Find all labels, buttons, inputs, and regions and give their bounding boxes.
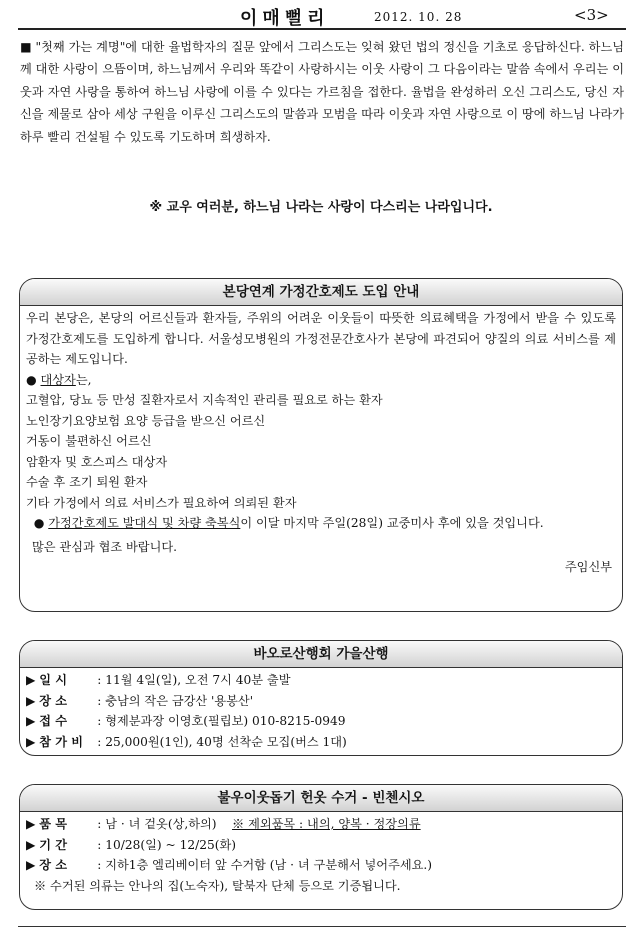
- target-suffix: 는,: [75, 372, 92, 387]
- triangle-icon: ▶: [26, 734, 36, 749]
- place-value: : 지하1층 엘리베이터 앞 수거함 (남 · 녀 구분해서 넣어주세요.): [97, 858, 433, 872]
- period-value: : 10/28(일) ~ 12/25(화): [97, 837, 237, 852]
- triangle-icon: ▶: [26, 693, 36, 708]
- target-heading: [26, 370, 616, 391]
- triangle-icon: ▶: [26, 858, 36, 872]
- hiking-box: [19, 640, 623, 756]
- nursing-intro: 우리 본당은, 본당의 어르신들과 환자들, 주위의 어려운 이웃들이 따뜻한 의료혜택을 가정에서 받을 수 있도록 가정간호제도를 도입하게 합니다. 서울성모병원의 가정전문간호사가 본당에 파견되어 양질의 의료 서비스를 제공하는 제도입니다.: [26, 311, 616, 366]
- hiking-value: : 25,000원(1인), 40명 선착순 모집(버스 1대): [97, 734, 347, 749]
- place-label: 장 소: [39, 858, 68, 872]
- item-label: 품 목: [39, 817, 68, 831]
- period-label: 기 간: [39, 837, 68, 852]
- target-item: 암환자 및 호스피스 대상자: [26, 454, 168, 469]
- hiking-label: 참 가 비: [39, 734, 84, 749]
- bullet-icon: ●: [26, 372, 37, 387]
- hiking-row: [26, 711, 616, 732]
- clothes-note: ※ 수거된 의류는 안나의 집(노숙자), 탈북자 단체 등으로 기증됩니다.: [34, 878, 401, 893]
- exclude-items: ※ 제외품목 : 내의, 양복 · 정장의류: [232, 817, 421, 831]
- clothes-item-row: [26, 814, 616, 835]
- hiking-label: 장 소: [39, 693, 68, 708]
- hiking-row: [26, 670, 616, 691]
- clothes-place-row: [26, 855, 616, 876]
- page-header: [18, 2, 626, 30]
- target-item: 수술 후 조기 퇴원 환자: [26, 475, 148, 489]
- triangle-icon: ▶: [26, 837, 36, 852]
- target-item: 고혈압, 당뇨 등 만성 질환자로서 지속적인 관리를 필요로 하는 환자: [26, 393, 383, 407]
- target-item: 거동이 불편하신 어르신: [26, 434, 152, 448]
- hiking-value: : 11월 4일(일), 오전 7시 40분 출발: [97, 673, 291, 687]
- triangle-icon: ▶: [26, 673, 36, 687]
- nursing-title: 본당연계 가정간호제도 도입 안내: [20, 279, 622, 306]
- clothes-title: 불우이웃돕기 헌옷 수거 - 빈첸시오: [20, 785, 622, 812]
- hiking-row: [26, 732, 616, 753]
- footer-divider: [18, 926, 626, 927]
- page-number: <3>: [574, 6, 609, 24]
- target-item: 노인장기요양보험 요양 등급을 받으신 어르신: [26, 413, 266, 428]
- hiking-value: : 형제분과장 이영호(필립보) 010-8215-0949: [97, 714, 346, 728]
- nursing-box: [19, 278, 623, 612]
- target-label: 대상자: [40, 372, 76, 387]
- closing-text: 많은 관심과 협조 바랍니다.: [32, 539, 178, 554]
- hiking-label: 접 수: [39, 714, 68, 728]
- launch-notice: [26, 513, 616, 534]
- hiking-title: 바오로산행회 가을산행: [20, 641, 622, 668]
- intro-paragraph: ■ "첫째 가는 계명"에 대한 율법학자의 질문 앞에서 그리스도는 잊혀 왔던 법의 정신을 기초로 응답하신다. 하느님께 대한 사랑이 으뜸이며, 하느님께서 우리와 똑같이 사랑하시는 이웃 사랑이 그 다음이라는 말씀 속에서 우리는 이웃과 자연 사랑을 통하여 하느님 사랑에 이를 수 있다는 가르침을 접한다. 율법을 완성하러 오신 그리스도, 당신 자신을 제물로 삼아 세상 구원을 이루신 그리스도의 말씀과 모범을 따라 이웃과 자연 사랑으로 이 땅에 하느님 나라가 하루 빨리 건설될 수 있도록 기도하며 희생하자.: [20, 40, 624, 144]
- clothes-period-row: [26, 835, 616, 856]
- hiking-label: 일 시: [39, 673, 68, 687]
- launch-text: 이 이달 마지막 주일(28일) 교중미사 후에 있을 것입니다.: [240, 516, 544, 530]
- issue-date: 2012. 10. 28: [374, 10, 463, 24]
- triangle-icon: ▶: [26, 714, 36, 728]
- hiking-value: : 충남의 작은 금강산 '용봉산': [97, 693, 254, 708]
- hiking-row: [26, 691, 616, 712]
- triangle-icon: ▶: [26, 817, 36, 831]
- target-item: 기타 가정에서 의료 서비스가 필요하여 의뢰된 환자: [26, 495, 297, 510]
- newsletter-title: 이매뻘리: [240, 8, 330, 29]
- signature: 주임신부: [564, 560, 612, 574]
- bullet-icon: ●: [33, 516, 45, 530]
- item-value: : 남 · 녀 겉옷(상,하의): [97, 817, 217, 831]
- notice-line: ※ 교우 여러분, 하느님 나라는 사랑이 다스리는 나라입니다.: [149, 200, 493, 215]
- launch-label: 가정간호제도 발대식 및 차량 축복식: [48, 516, 241, 530]
- clothes-box: [19, 784, 623, 910]
